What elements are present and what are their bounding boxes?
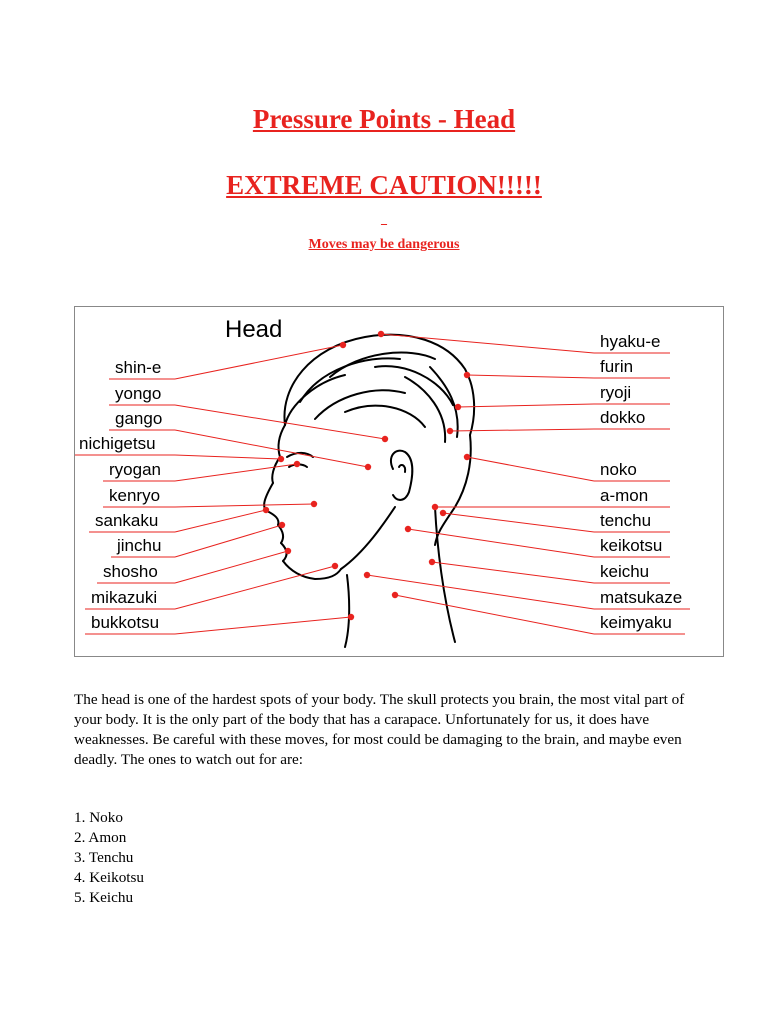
point-label-nichigetsu: nichigetsu [79, 434, 156, 453]
pressure-point-dot [382, 436, 388, 442]
danger-list [74, 808, 694, 908]
point-label-sankaku: sankaku [95, 511, 159, 530]
point-label-bukkotsu: bukkotsu [91, 613, 160, 632]
point-label-ryoji: ryoji [600, 383, 632, 402]
underscore-mark: _ [381, 212, 387, 226]
subtitle: Moves may be dangerous [308, 237, 460, 252]
leader-line [175, 430, 368, 467]
pressure-point-dot [348, 614, 354, 620]
leader-line [458, 404, 594, 407]
leader-line [467, 375, 594, 378]
pressure-point-dot [294, 461, 300, 467]
list-item: 5. Keichu [74, 889, 134, 906]
head-illustration [264, 335, 474, 647]
body-paragraph: The head is one of the hardest spots of your body. The skull protects you brain, the most vital part of your body. It is the only part of the body that has a carapace. Unfortunately for us, it does have weaknesses. Be careful with these moves, for most could be damaging to the brain, and maybe even deadly. The ones to watch out for are: [74, 691, 685, 768]
point-label-mikazuki: mikazuki [91, 588, 158, 607]
pressure-point-dot [440, 510, 446, 516]
pressure-point-dot [378, 331, 384, 337]
pressure-point-dot [340, 342, 346, 348]
pressure-point-dot [285, 548, 291, 554]
pressure-point-dot [332, 563, 338, 569]
pressure-point-dot [429, 559, 435, 565]
point-label-kenryo: kenryo [109, 486, 161, 505]
pressure-point-dot [279, 522, 285, 528]
leader-line [175, 504, 314, 507]
pressure-point-dot [278, 456, 284, 462]
pressure-point-dot [447, 428, 453, 434]
leader-line [367, 575, 594, 609]
point-label-a-mon: a-mon [600, 486, 649, 505]
list-item: 2. Amon [74, 829, 127, 846]
diagram-heading: Head [225, 316, 283, 343]
leader-line [175, 464, 297, 481]
leader-line [175, 345, 343, 379]
point-label-shosho: shosho [103, 562, 158, 581]
leader-line [467, 457, 594, 481]
head-pressure-points-diagram [74, 306, 724, 657]
leader-line [443, 513, 594, 532]
list-item: 1. Noko [74, 809, 123, 826]
list-item: 3. Tenchu [74, 849, 134, 866]
point-label-keimyaku: keimyaku [600, 613, 672, 632]
leader-line [175, 617, 351, 634]
leader-line [395, 595, 594, 634]
leader-line [175, 455, 281, 459]
leader-line [175, 551, 288, 583]
pressure-point-dot [392, 592, 398, 598]
pressure-point-dot [405, 526, 411, 532]
leader-line [175, 510, 266, 532]
pressure-point-dot [464, 454, 470, 460]
pressure-point-dot [311, 501, 317, 507]
point-label-keikotsu: keikotsu [600, 536, 663, 555]
pressure-point-dot [455, 404, 461, 410]
leader-line [432, 562, 594, 583]
point-label-matsukaze: matsukaze [600, 588, 683, 607]
point-label-ryogan: ryogan [109, 460, 161, 479]
caution-heading: EXTREME CAUTION!!!!! [226, 170, 542, 200]
point-label-noko: noko [600, 460, 637, 479]
point-label-tenchu: tenchu [600, 511, 652, 530]
point-label-yongo: yongo [115, 384, 162, 403]
point-label-hyaku-e: hyaku-e [600, 332, 661, 351]
point-label-furin: furin [600, 357, 634, 376]
pressure-point-dot [365, 464, 371, 470]
pressure-point-dot [364, 572, 370, 578]
point-label-shin-e: shin-e [115, 358, 162, 377]
pressure-point-dot [263, 507, 269, 513]
point-label-dokko: dokko [600, 408, 646, 427]
list-item: 4. Keikotsu [74, 869, 145, 886]
leader-line [175, 566, 335, 609]
pressure-point-dot [432, 504, 438, 510]
leader-line [381, 334, 594, 353]
point-label-gango: gango [115, 409, 163, 428]
page-title: Pressure Points - Head [252, 104, 516, 134]
point-label-jinchu: jinchu [117, 536, 162, 555]
pressure-point-dot [464, 372, 470, 378]
leader-line [175, 525, 282, 557]
point-label-keichu: keichu [600, 562, 650, 581]
